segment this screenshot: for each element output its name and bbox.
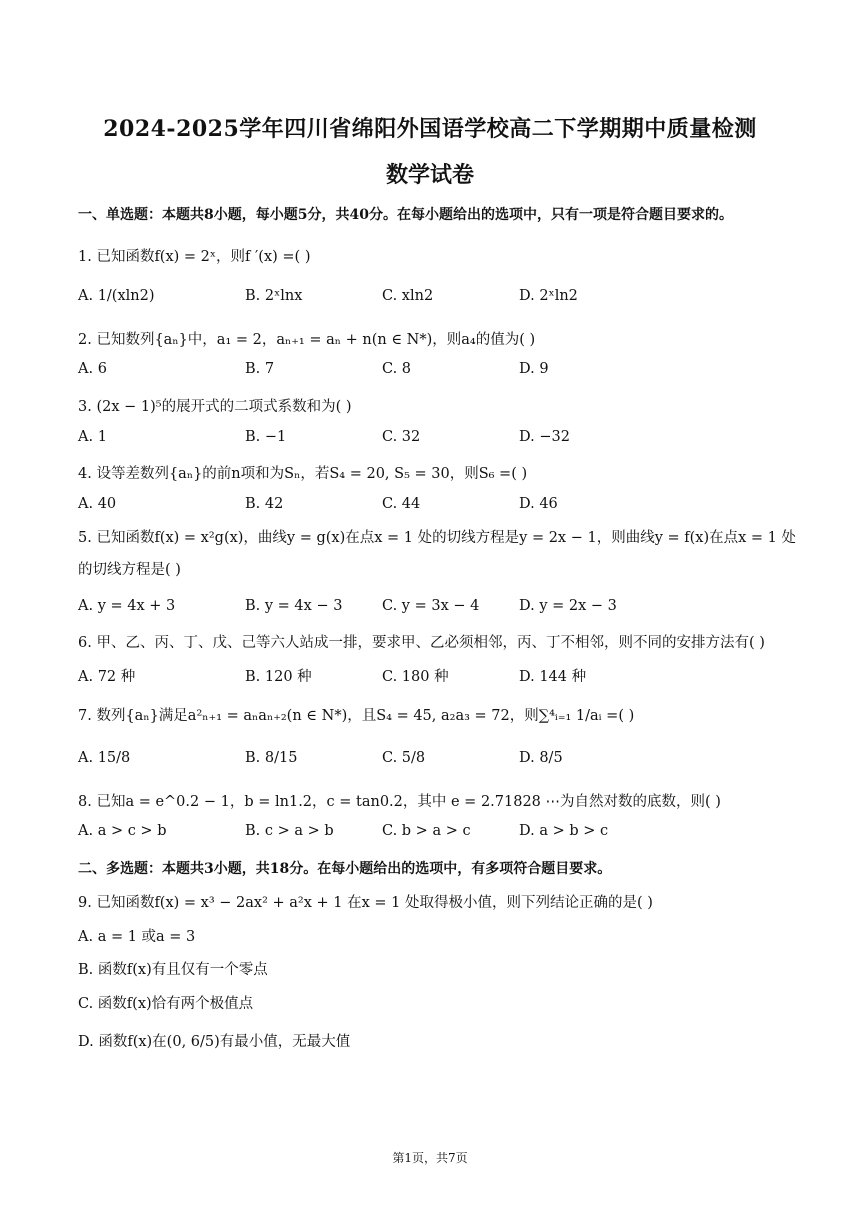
option-c: C. 44 [382, 496, 421, 512]
question-9-option-c: C. 函数f(x)恰有两个极值点 [78, 996, 254, 1012]
option-b: B. y = 4x − 3 [245, 598, 343, 614]
question-9-option-d: D. 函数f(x)在(0, 6/5)有最小值，无最大值 [78, 1034, 351, 1050]
question-1-options [78, 288, 798, 314]
option-c: C. 5/8 [382, 750, 426, 766]
option-c: C. 32 [382, 429, 421, 445]
option-d: D. 2ˣln2 [519, 288, 578, 304]
question-7-stem: 7. 数列{aₙ}满足a²ₙ₊₁ = aₙaₙ₊₂(n ∈ N*)，且S₄ = 45, a₂a₃ = 72，则∑⁴ᵢ₌₁ 1/aᵢ =( ) [78, 708, 635, 724]
option-a: A. 40 [78, 496, 117, 512]
question-8-options [78, 823, 798, 849]
page-title: 2024-2025学年四川省绵阳外国语学校高二下学期期中质量检测 [103, 116, 757, 142]
question-4-stem: 4. 设等差数列{aₙ}的前n项和为Sₙ，若S₄ = 20, S₅ = 30，则S₆ =( ) [78, 466, 528, 482]
question-9-option-b: B. 函数f(x)有且仅有一个零点 [78, 962, 268, 978]
option-c: C. b > a > c [382, 823, 471, 839]
option-c: C. xln2 [382, 288, 434, 304]
question-9-stem: 9. 已知函数f(x) = x³ − 2ax² + a²x + 1 在x = 1 处取得极小值，则下列结论正确的是( ) [78, 895, 653, 911]
option-c: C. 180 种 [382, 669, 449, 685]
question-3-options [78, 429, 798, 455]
option-b: B. c > a > b [245, 823, 334, 839]
option-a: A. a > c > b [78, 823, 167, 839]
page-subtitle: 数学试卷 [385, 162, 474, 188]
question-6-options [78, 665, 798, 691]
option-b: B. 8/15 [245, 750, 298, 766]
question-8-stem: 8. 已知a = e^0.2 − 1，b = ln1.2，c = tan0.2，其中 e = 2.71828 ⋯为自然对数的底数，则( ) [78, 794, 721, 810]
option-b: B. 42 [245, 496, 284, 512]
option-d: D. 46 [519, 496, 558, 512]
option-d: D. y = 2x − 3 [519, 598, 617, 614]
option-a: A. 72 种 [78, 669, 136, 685]
option-d: D. −32 [519, 429, 570, 445]
option-d: D. a > b > c [519, 823, 609, 839]
option-d: D. 9 [519, 361, 549, 377]
question-5-stem: 5. 已知函数f(x) = x²g(x)，曲线y = g(x)在点x = 1 处的切线方程是y = 2x − 1，则曲线y = f(x)在点x = 1 处的切线方程是( ) [78, 530, 796, 578]
option-a: A. 1 [78, 429, 107, 445]
option-b: B. 7 [245, 361, 275, 377]
question-6-stem: 6. 甲、乙、丙、丁、戊、己等六人站成一排，要求甲、乙必须相邻，丙、丁不相邻，则不同的安排方法有( ) [78, 635, 765, 651]
section-heading-single: 一、单选题：本题共8小题，每小题5分，共40分。在每小题给出的选项中，只有一项是符合题目要求的。 [78, 207, 733, 223]
question-2-options [78, 361, 798, 387]
option-b: B. −1 [245, 429, 287, 445]
option-a: A. 1/(xln2) [78, 288, 155, 304]
option-b: B. 2ˣlnx [245, 288, 303, 304]
option-d: D. 8/5 [519, 750, 563, 766]
option-d: D. 144 种 [519, 669, 587, 685]
question-5-options [78, 598, 798, 624]
question-1-stem: 1. 已知函数f(x) = 2ˣ，则f ′(x) =( ) [78, 249, 311, 265]
question-4-options [78, 496, 798, 522]
question-7-options [78, 750, 798, 776]
option-c: C. y = 3x − 4 [382, 598, 480, 614]
option-a: A. 15/8 [78, 750, 131, 766]
option-b: B. 120 种 [245, 669, 312, 685]
question-3-stem: 3. (2x − 1)⁵的展开式的二项式系数和为( ) [78, 399, 352, 415]
page-footer: 第1页，共7页 [392, 1151, 468, 1165]
option-a: A. y = 4x + 3 [78, 598, 176, 614]
question-2-stem: 2. 已知数列{aₙ}中，a₁ = 2，aₙ₊₁ = aₙ + n(n ∈ N*)，则a₄的值为( ) [78, 332, 536, 348]
question-9-option-a: A. a = 1 或a = 3 [78, 929, 196, 945]
section-heading-multi: 二、多选题：本题共3小题，共18分。在每小题给出的选项中，有多项符合题目要求。 [78, 861, 612, 877]
option-a: A. 6 [78, 361, 107, 377]
option-c: C. 8 [382, 361, 412, 377]
